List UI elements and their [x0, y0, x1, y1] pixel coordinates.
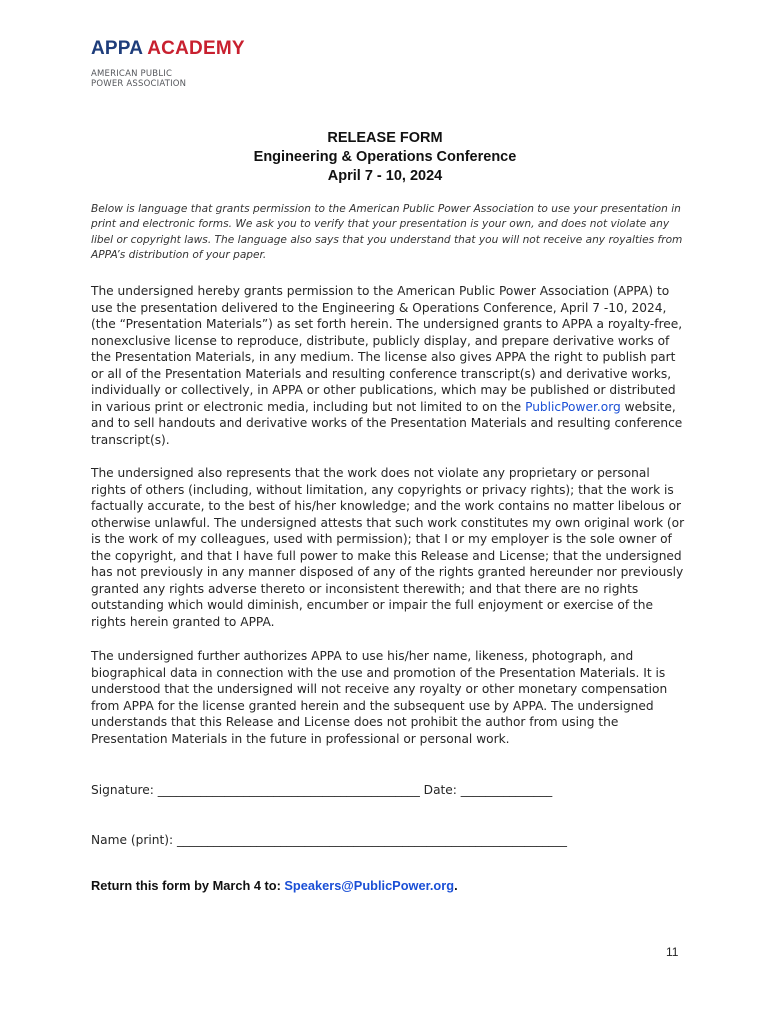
- license-text-part1: The undersigned hereby grants permission to the American Public Power Association (APPA) to use the presentation delivered to the Engineering & Operations Conference, April 7 -10, 2024, (the “Presentation Materials”) as set forth herein. The undersigned grants to APPA a royalty-free, nonexclusive license to reproduce, distribute, publicly display, and prepare derivative works of the Presentation Materials, in any medium. The license also gives APPA the right to publish part or all of the Presentation Materials and resulting conference transcript(s) and derivative works, individually or collectively, in APPA or other publications, which may be published or distributed in various print or electronic media, including but not limited to on the: [91, 284, 683, 414]
- license-text-part2: website, and to sell handouts and derivative works of the Presentation Materials and resulting conference transcript(s).: [91, 399, 683, 447]
- return-text: Return this form by March 4 to:: [91, 878, 285, 893]
- logo-subtitle-line2: POWER ASSOCIATION: [91, 79, 187, 89]
- return-instructions: [91, 878, 458, 894]
- return-period: .: [454, 878, 458, 893]
- name-print-line[interactable]: Name (print): ________________________________________________________________: [91, 833, 567, 847]
- representation-paragraph: The undersigned also represents that the work does not violate any proprietary or personal rights of others (including, without limitation, any copyrights or privacy rights); that the work is factually accurate, to the best of his/her knowledge; and the work contains no matter libelous or otherwise unlawful. The undersigned attests that such work constitutes my own original work (or is the work of my colleagues, used with permission); that I or my employer is the sole owner of the copyright, and that I have full power to make this Release and License; that the undersigned has not previously in any manner disposed of any of the rights granted hereunder nor previously granted any rights adverse thereto or inconsistent therewith; and that there are no rights outstanding which would diminish, encumber or impair the full enjoyment or exercise of the rights herein granted to APPA.: [91, 466, 685, 629]
- event-name: Engineering & Operations Conference: [253, 149, 517, 165]
- speakers-email-link[interactable]: Speakers@PublicPower.org: [284, 878, 455, 893]
- signature-date-line[interactable]: Signature: ___________________________________________ Date: _______________: [91, 783, 553, 797]
- intro-text: Below is language that grants permission to the American Public Power Association to use your presentation in print and electronic forms. We ask you to verify that your presentation is your own, and does not violate any libel or copyright laws. The language also says that you understand that you will not receive any royalties from APPA’s distribution of your paper.: [91, 203, 683, 261]
- publicpower-link[interactable]: PublicPower.org: [525, 399, 621, 414]
- event-dates: April 7 - 10, 2024: [327, 168, 443, 184]
- logo-subtitle-line1: AMERICAN PUBLIC: [91, 69, 173, 79]
- appa-academy-logo: [91, 38, 245, 89]
- document-header: [0, 129, 770, 186]
- logo-subtitle: [91, 69, 245, 89]
- license-paragraph: [91, 283, 687, 448]
- page-number: 11: [666, 945, 679, 959]
- form-title: RELEASE FORM: [327, 130, 443, 146]
- logo-wordmark: [91, 38, 245, 60]
- authorization-paragraph: The undersigned further authorizes APPA to use his/her name, likeness, photograph, and biographical data in connection with the use and promotion of the Presentation Materials. It is understood that the undersigned will not receive any royalty or other monetary compensation from APPA for the license granted herein and the subsequent use by APPA. The undersigned understands that this Release and License does not prohibit the author from using the Presentation Materials in the future in professional or personal work.: [91, 649, 668, 746]
- logo-academy-text: ACADEMY: [147, 38, 245, 59]
- logo-appa-text: APPA: [91, 38, 143, 59]
